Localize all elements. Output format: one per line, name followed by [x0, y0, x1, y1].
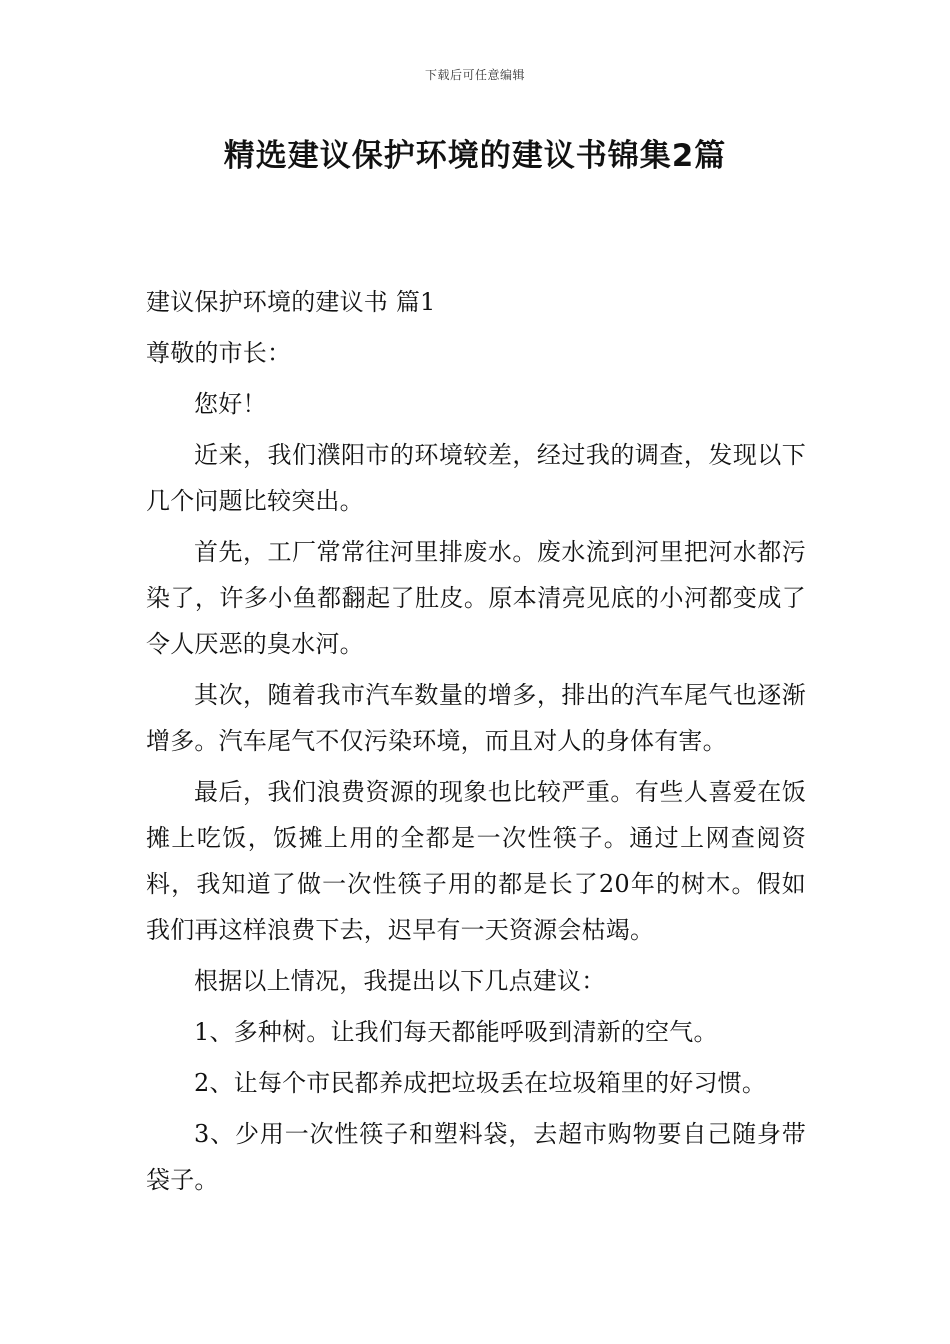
document-title: 精选建议保护环境的建议书锦集2篇: [223, 138, 727, 174]
greeting-paragraph: 您好！: [194, 390, 267, 418]
body-paragraph: 根据以上情况，我提出以下几点建议：: [194, 967, 606, 995]
body-paragraph: 首先，工厂常常往河里排废水。废水流到河里把河水都污染了，许多小鱼都翻起了肚皮。原本清亮见底的小河都变成了令人厌恶的臭水河。: [146, 538, 806, 658]
body-paragraph: 近来，我们濮阳市的环境较差，经过我的调查，发现以下几个问题比较突出。: [146, 441, 806, 515]
section-heading: 建议保护环境的建议书 篇1: [146, 288, 436, 316]
document-body: [146, 279, 806, 1208]
body-paragraph: 最后，我们浪费资源的现象也比较严重。有些人喜爱在饭摊上吃饭，饭摊上用的全都是一次性筷子。通过上网查阅资料，我知道了做一次性筷子用的都是长了20年的树木。假如我们再这样浪费下去，迟早有一天资源会枯竭。: [146, 778, 806, 944]
body-paragraph: 其次，随着我市汽车数量的增多，排出的汽车尾气也逐渐增多。汽车尾气不仅污染环境，而且对人的身体有害。: [146, 681, 806, 755]
suggestion-item: 2、让每个市民都养成把垃圾丢在垃圾箱里的好习惯。: [194, 1069, 767, 1097]
suggestion-item: 3、少用一次性筷子和塑料袋，去超市购物要自己随身带袋子。: [146, 1120, 806, 1194]
salutation: 尊敬的市长：: [146, 339, 292, 367]
header-note: 下载后可任意编辑: [424, 68, 525, 82]
suggestion-item: 1、多种树。让我们每天都能呼吸到清新的空气。: [194, 1018, 718, 1046]
